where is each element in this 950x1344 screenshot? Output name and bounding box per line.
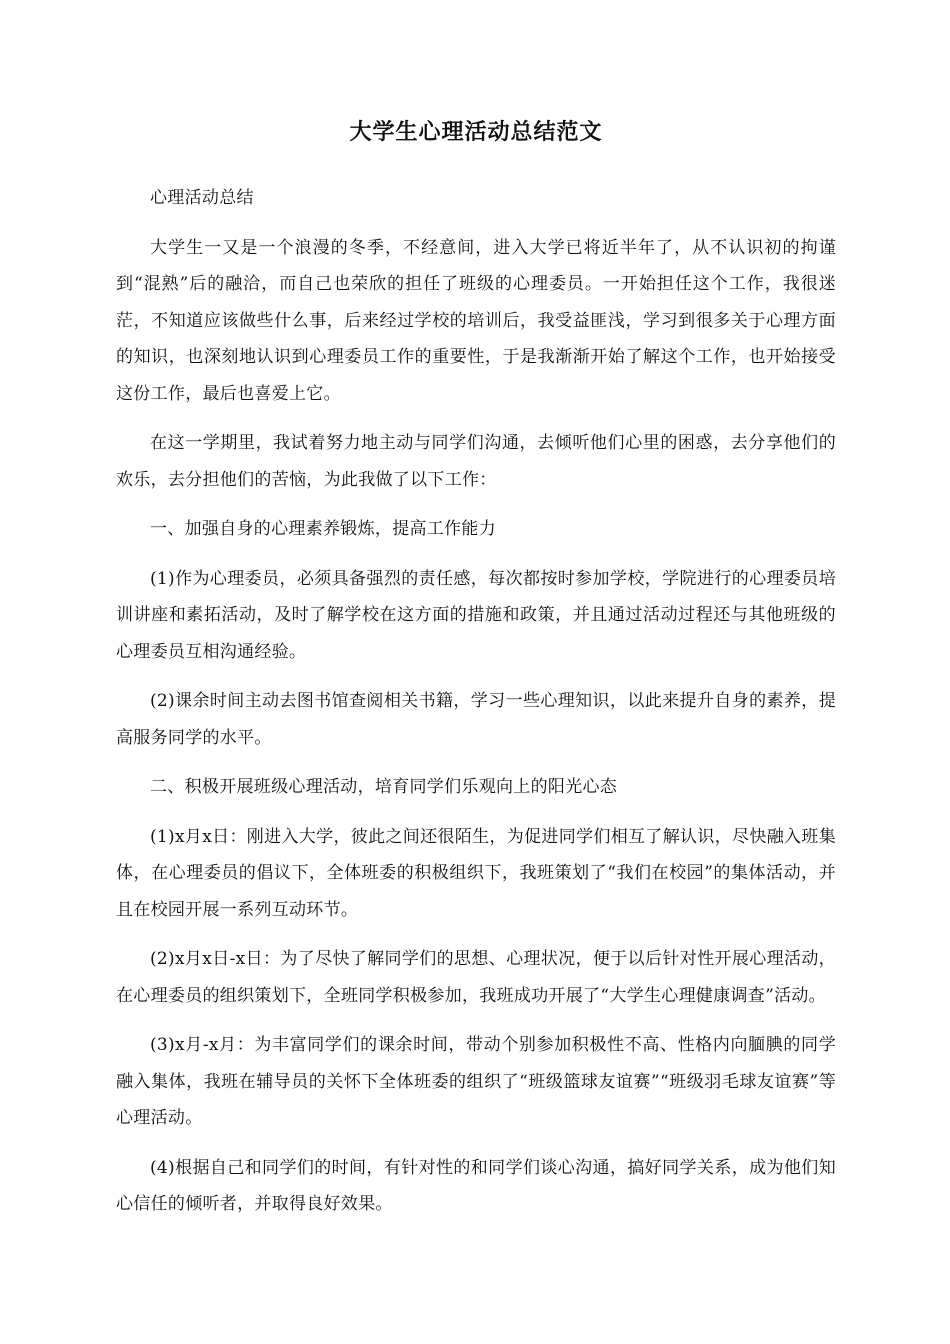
paragraph: (2)x月x日-x日：为了尽快了解同学们的思想、心理状况，便于以后针对性开展心理活动，在心理委员的组织策划下，全班同学积极参加，我班成功开展了“大学生心理健康调查”活动。 [116,949,836,1006]
paragraph: 大学生一又是一个浪漫的冬季，不经意间，进入大学已将近半年了，从不认识初的拘谨到“混熟”后的融洽，而自己也荣欣的担任了班级的心理委员。一开始担任这个工作，我很迷茫，不知道应该做些什么事，后来经过学校的培训后，我受益匪浅，学习到很多关于心理方面的知识，也深刻地认识到心理委员工作的重要性，于是我渐渐开始了解这个工作，也开始接受这份工作，最后也喜爱上它。 [116,237,836,404]
paragraph: 在这一学期里，我试着努力地主动与同学们沟通，去倾听他们心里的困惑，去分享他们的欢乐，去分担他们的苦恼，为此我做了以下工作： [116,433,836,490]
paragraph: (2)课余时间主动去图书馆查阅相关书籍，学习一些心理知识，以此来提升自身的素养，提高服务同学的水平。 [116,691,836,748]
paragraph: (1)x月x日：刚进入大学，彼此之间还很陌生，为促进同学们相互了解认识，尽快融入班集体，在心理委员的倡议下，全体班委的积极组织下，我班策划了“我们在校园”的集体活动，并且在校园开展一系列互动环节。 [116,826,836,920]
document-page [116,112,836,1236]
paragraph-heading: 心理活动总结 [150,188,254,208]
section-heading-2: 二、积极开展班级心理活动，培育同学们乐观向上的阳光心态 [150,777,618,797]
document-title: 大学生心理活动总结范文 [349,119,603,145]
paragraph: (3)x月-x月：为丰富同学们的课余时间，带动个别参加积极性不高、性格内向腼腆的同学融入集体，我班在辅导员的关怀下全体班委的组织了“班级篮球友谊赛”“班级羽毛球友谊赛”等心理活动。 [116,1035,836,1128]
section-heading-1: 一、加强自身的心理素养锻炼，提高工作能力 [150,519,496,539]
paragraph: (4)根据自己和同学们的时间，有针对性的和同学们谈心沟通，搞好同学关系，成为他们知心信任的倾听者，并取得良好效果。 [116,1157,836,1214]
paragraph: (1)作为心理委员，必须具备强烈的责任感，每次都按时参加学校，学院进行的心理委员培训讲座和素拓活动，及时了解学校在这方面的措施和政策，并且通过活动过程还与其他班级的心理委员互相沟通经验。 [116,568,836,662]
